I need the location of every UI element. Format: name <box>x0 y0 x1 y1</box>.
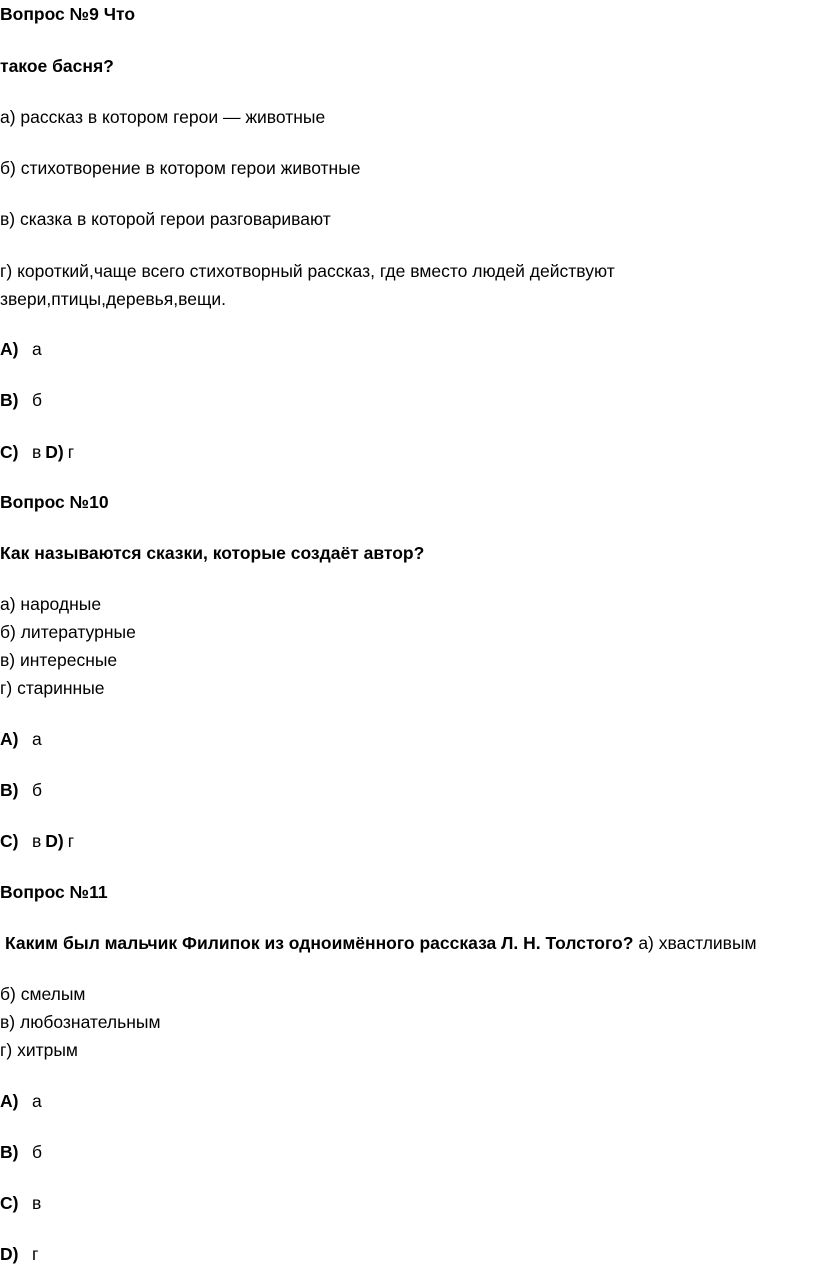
question-9-title: Вопрос №9 Что <box>0 4 136 24</box>
answer-value: в <box>32 1193 42 1213</box>
question-10-option-c: в) интересные <box>0 650 118 670</box>
question-9-option-d: г) короткий,чаще всего стихотворный рассказ, где вместо людей действуют <box>0 261 615 281</box>
answer-value: в <box>32 831 42 851</box>
answer-label: D) <box>45 831 64 851</box>
question-10-option-b: б) литературные <box>0 622 136 642</box>
answer-label: B) <box>0 390 19 410</box>
question-11-answer-a[interactable] <box>0 1090 42 1112</box>
answer-value: а <box>32 1091 42 1111</box>
question-11-text-line <box>5 932 757 954</box>
question-11-title: Вопрос №11 <box>0 882 108 902</box>
answer-label: A) <box>0 339 19 359</box>
question-11-option-d: г) хитрым <box>0 1040 78 1060</box>
answer-value: б <box>32 390 43 410</box>
answer-label: B) <box>0 1142 19 1162</box>
answer-value: г <box>67 442 75 462</box>
question-11-text: Каким был мальчик Филипок из одноимённого рассказа Л. Н. Толстого? <box>5 933 634 953</box>
question-9-option-b: б) стихотворение в котором герои животные <box>0 158 361 178</box>
answer-label: B) <box>0 780 19 800</box>
question-9-option-a: а) рассказ в котором герои — животные <box>0 107 326 127</box>
question-11-option-c: в) любознательным <box>0 1012 161 1032</box>
answer-value: г <box>32 1244 39 1264</box>
question-11-answer-d[interactable] <box>0 1243 38 1265</box>
question-9-answer-b[interactable] <box>0 389 42 411</box>
question-11-answer-b[interactable] <box>0 1141 42 1163</box>
answer-label: C) <box>0 1193 19 1213</box>
question-10-option-a: а) народные <box>0 594 102 614</box>
question-9-option-c: в) сказка в которой герои разговаривают <box>0 209 331 229</box>
question-11-answer-c[interactable] <box>0 1192 41 1214</box>
answer-label: D) <box>0 1244 19 1264</box>
question-11-option-a: а) хвастливым <box>638 933 757 953</box>
question-10-answer-c-d[interactable] <box>0 830 74 852</box>
question-10-title: Вопрос №10 <box>0 492 109 512</box>
question-11-option-b: б) смелым <box>0 984 86 1004</box>
answer-value: в <box>32 442 42 462</box>
answer-value: б <box>32 1142 43 1162</box>
question-9-text: такое басня? <box>0 56 114 76</box>
answer-label: C) <box>0 442 19 462</box>
answer-value: а <box>32 729 42 749</box>
answer-value: г <box>67 831 75 851</box>
answer-label: C) <box>0 831 19 851</box>
question-10-answer-a[interactable] <box>0 728 42 750</box>
question-10-text: Как называются сказки, которые создаёт автор? <box>0 543 425 563</box>
answer-label: A) <box>0 729 19 749</box>
question-9-answer-c-d[interactable] <box>0 441 74 463</box>
question-10-option-d: г) старинные <box>0 678 105 698</box>
answer-value: а <box>32 339 42 359</box>
question-9-option-d-continued: звери,птицы,деревья,вещи. <box>0 289 226 309</box>
answer-label: A) <box>0 1091 19 1111</box>
answer-value: б <box>32 780 43 800</box>
question-10-answer-b[interactable] <box>0 779 42 801</box>
question-9-answer-a[interactable] <box>0 338 42 360</box>
answer-label: D) <box>45 442 64 462</box>
